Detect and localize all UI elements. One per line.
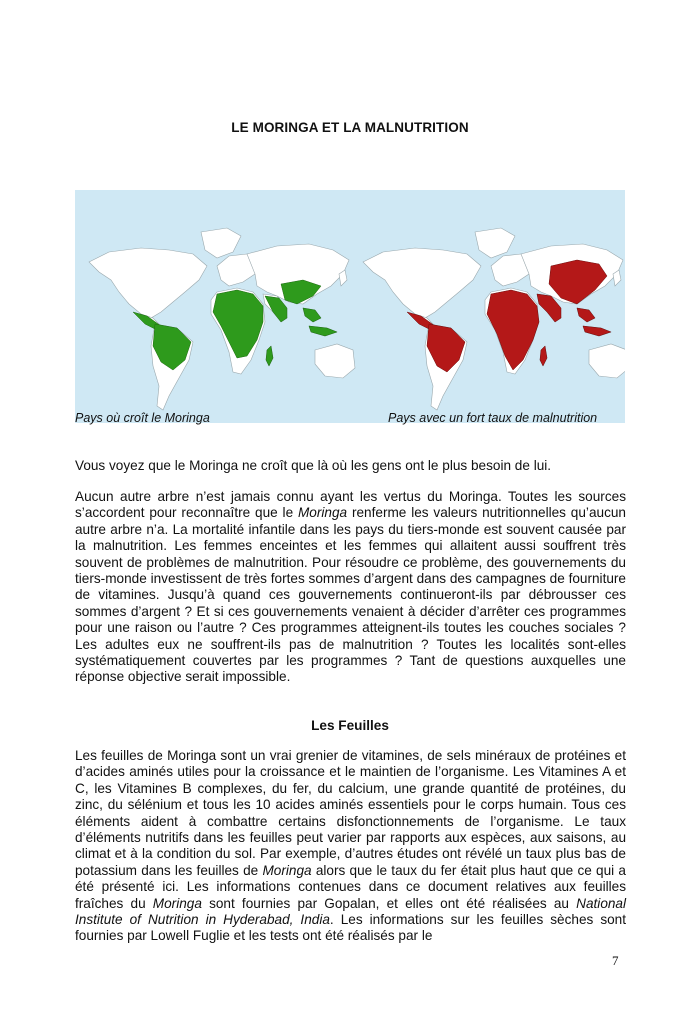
para2-text-2: renferme les valeurs nutritionnelles qu’aucun autre arbre n’a. La mortalité infantile dans les pays du tiers-monde est souvent causée par la malnutrition. Les femmes enceintes et les femmes qui allaitent aussi souffrent très souvent de problèmes de malnutrition. Pour résoudre ce problème, des gouvernements du tiers-monde investissent de très fortes sommes d’argent dans des campagnes de fourniture de vitamines. Jusqu’à quand ces gouvernements continueront-ils par débrousser ces sommes d’argent ? Et si ces gouvernements venaient à décider d’arrêter ces programmes pour une raison ou l’autre ? Ces programmes atteignent-ils toutes les couches sociales ? Les adultes eux ne souffrent-ils pas de malnutrition ? Toutes les localités sont-elles systématiquement couvertes par les programmes ? Tant de questions auxquelles une réponse objective serait impossible. — [75, 505, 626, 685]
leaves-paragraph — [75, 748, 626, 945]
para3-moringa-italic-1: Moringa — [262, 862, 312, 878]
page-number: 7 — [612, 953, 619, 968]
world-maps-svg — [75, 190, 625, 423]
para3-institute-italic: National Institute of Nutrition in Hyderabad, India — [75, 895, 627, 928]
para3-moringa-italic-2: Moringa — [152, 895, 202, 911]
para3-text-3: sont fournies par Gopalan, et elles ont été réalisées au — [201, 895, 577, 911]
para2-text-1: Aucun autre arbre n’est jamais connu ayant les vertus du Moringa. Toutes les sources s’accordent pour reconnaître que le — [75, 489, 626, 521]
moringa-map-caption: Pays où croît le Moringa — [75, 411, 210, 425]
section-heading: Les Feuilles — [311, 718, 389, 733]
para3-text-1: Les feuilles de Moringa sont un vrai grenier de vitamines, de sels minéraux de protéines et d’acides aminés utiles pour la croissance et le maintien de l’organisme. Les Vitamines A et C, les Vitamines B complexes, du fer, du calcium, une grande quantité de protéines, du zinc, du sélénium et tous les 10 acides aminés essentiels pour le corps humain. Tous ces éléments aident à combattre certains disfonctionnements de l’organisme. Le taux d’éléments nutritifs dans les feuilles peut varier par rapports aux espèces, aux saisons, au climat et à la condition du sol. Par exemple, d’autres études ont révélé un taux plus bas de potassium dans les feuilles de — [75, 748, 626, 878]
malnutrition-map-caption: Pays avec un fort taux de malnutrition — [388, 411, 598, 425]
para3-text-4: . Les informations sur les feuilles sèches sont fournies par Lowell Fuglie et les tests ont été réalisés par le — [75, 912, 627, 944]
malnutrition-paragraph — [75, 489, 626, 686]
world-maps-figure — [75, 190, 625, 423]
intro-paragraph: Vous voyez que le Moringa ne croît que là où les gens ont le plus besoin de lui. — [75, 458, 552, 473]
page-title: LE MORINGA ET LA MALNUTRITION — [231, 120, 469, 135]
para3-text-2: alors que le taux du fer était plus haut que ce qui a été présenté ici. Les informations contenues dans ce document relatives aux feuilles fraîches du — [75, 862, 626, 911]
para2-moringa-italic: Moringa — [297, 505, 348, 521]
